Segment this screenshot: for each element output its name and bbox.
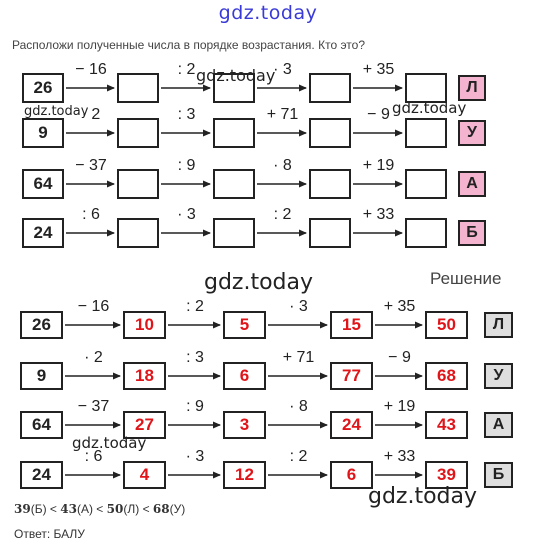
order-letter-3: (Л) bbox=[123, 502, 140, 516]
order-separator: < bbox=[46, 502, 61, 516]
answer-box: 3 bbox=[223, 411, 266, 439]
operation-label: − 37 bbox=[77, 398, 110, 415]
solution-heading: Решение bbox=[430, 269, 502, 288]
watermark: gdz.today bbox=[72, 434, 147, 452]
operation-label: : 2 bbox=[273, 206, 292, 223]
operation-label: · 2 bbox=[81, 106, 101, 123]
operation-label: + 35 bbox=[362, 61, 395, 78]
operation-label: : 3 bbox=[186, 349, 204, 366]
operation-label: : 2 bbox=[177, 61, 196, 78]
watermark: gdz.today bbox=[204, 270, 314, 295]
chain-start: 9 bbox=[22, 118, 64, 148]
order-letter-1: (Б) bbox=[30, 502, 47, 516]
chain-start: 9 bbox=[20, 362, 63, 390]
operation-label: − 16 bbox=[77, 298, 110, 315]
order-separator: < bbox=[92, 502, 107, 516]
answer-box: 12 bbox=[223, 461, 266, 489]
answer-box: 39 bbox=[425, 461, 468, 489]
operation-label: : 2 bbox=[289, 448, 308, 465]
order-letter-2: (А) bbox=[76, 502, 93, 516]
empty-answer-box bbox=[213, 169, 255, 199]
answer-box: 24 bbox=[330, 411, 373, 439]
answer-line: Ответ: БАЛУ bbox=[14, 527, 85, 541]
letter-box: Л bbox=[484, 312, 513, 338]
operation-label: · 3 bbox=[289, 298, 308, 315]
empty-answer-box bbox=[405, 218, 447, 248]
operation-label: : 9 bbox=[177, 157, 196, 174]
watermark: gdz.today bbox=[196, 66, 276, 85]
chain-start: 24 bbox=[22, 218, 64, 248]
letter-box: А bbox=[484, 412, 513, 438]
empty-answer-box bbox=[213, 118, 255, 148]
operation-label: + 71 bbox=[282, 349, 315, 366]
answer-box: 4 bbox=[123, 461, 166, 489]
empty-answer-box bbox=[309, 169, 351, 199]
empty-answer-box bbox=[405, 118, 447, 148]
operation-label: : 6 bbox=[84, 448, 103, 465]
operation-label: + 71 bbox=[266, 106, 299, 123]
order-line bbox=[14, 502, 185, 516]
empty-answer-box bbox=[309, 118, 351, 148]
chain-start: 24 bbox=[20, 461, 63, 489]
letter-box: Л bbox=[458, 75, 486, 101]
operation-label: · 3 bbox=[185, 448, 205, 465]
chain-start: 64 bbox=[20, 411, 63, 439]
empty-answer-box bbox=[117, 118, 159, 148]
letter-box: Б bbox=[458, 220, 486, 246]
operation-label: + 33 bbox=[362, 206, 395, 223]
operation-label: + 35 bbox=[383, 298, 416, 315]
answer-box: 6 bbox=[330, 461, 373, 489]
watermark: gdz.today bbox=[24, 104, 89, 119]
operation-label: · 3 bbox=[273, 61, 292, 78]
watermark: gdz.today bbox=[368, 484, 478, 509]
chain-start: 26 bbox=[20, 311, 63, 339]
letter-box: У bbox=[458, 120, 486, 146]
operation-label: − 9 bbox=[388, 349, 411, 366]
order-letter-4: (У) bbox=[169, 502, 186, 516]
chain-start: 26 bbox=[22, 73, 64, 103]
empty-answer-box bbox=[309, 73, 351, 103]
answer-box: 10 bbox=[123, 311, 166, 339]
order-value-4: 68 bbox=[152, 502, 170, 516]
operation-label: : 9 bbox=[186, 398, 204, 415]
operation-label: + 19 bbox=[362, 157, 395, 174]
answer-box: 68 bbox=[425, 362, 468, 390]
answer-box: 77 bbox=[330, 362, 373, 390]
operation-label: : 2 bbox=[186, 298, 204, 315]
order-separator: < bbox=[139, 502, 153, 516]
operation-label: · 3 bbox=[177, 206, 196, 223]
answer-box: 27 bbox=[123, 411, 166, 439]
operation-label: + 19 bbox=[383, 398, 416, 415]
operation-label: − 9 bbox=[367, 106, 390, 123]
empty-answer-box bbox=[405, 169, 447, 199]
order-value-3: 50 bbox=[106, 502, 124, 516]
answer-box: 6 bbox=[223, 362, 266, 390]
empty-answer-box bbox=[117, 169, 159, 199]
operation-label: − 16 bbox=[75, 61, 107, 78]
watermark: gdz.today bbox=[392, 99, 467, 117]
empty-answer-box bbox=[213, 218, 255, 248]
operation-label: + 33 bbox=[383, 448, 416, 465]
letter-box: А bbox=[458, 171, 486, 197]
site-logo[interactable]: gdz.today bbox=[218, 2, 318, 24]
answer-box: 43 bbox=[425, 411, 468, 439]
operation-label: : 6 bbox=[82, 206, 100, 223]
operation-label: · 2 bbox=[84, 349, 103, 366]
answer-box: 50 bbox=[425, 311, 468, 339]
operation-label: · 8 bbox=[289, 398, 308, 415]
order-value-1: 39 bbox=[14, 502, 31, 516]
operation-label: · 8 bbox=[273, 157, 292, 174]
letter-box: Б bbox=[484, 462, 513, 488]
answer-box: 18 bbox=[123, 362, 166, 390]
task-text: Расположи полученные числа в порядке возрастания. Кто это? bbox=[12, 38, 366, 52]
order-value-2: 43 bbox=[60, 502, 77, 516]
empty-answer-box bbox=[117, 218, 159, 248]
operation-label: − 37 bbox=[75, 157, 107, 174]
empty-answer-box bbox=[117, 73, 159, 103]
chain-start: 64 bbox=[22, 169, 64, 199]
answer-box: 15 bbox=[330, 311, 373, 339]
empty-answer-box bbox=[309, 218, 351, 248]
operation-label: : 3 bbox=[177, 106, 196, 123]
answer-box: 5 bbox=[223, 311, 266, 339]
letter-box: У bbox=[484, 363, 513, 389]
